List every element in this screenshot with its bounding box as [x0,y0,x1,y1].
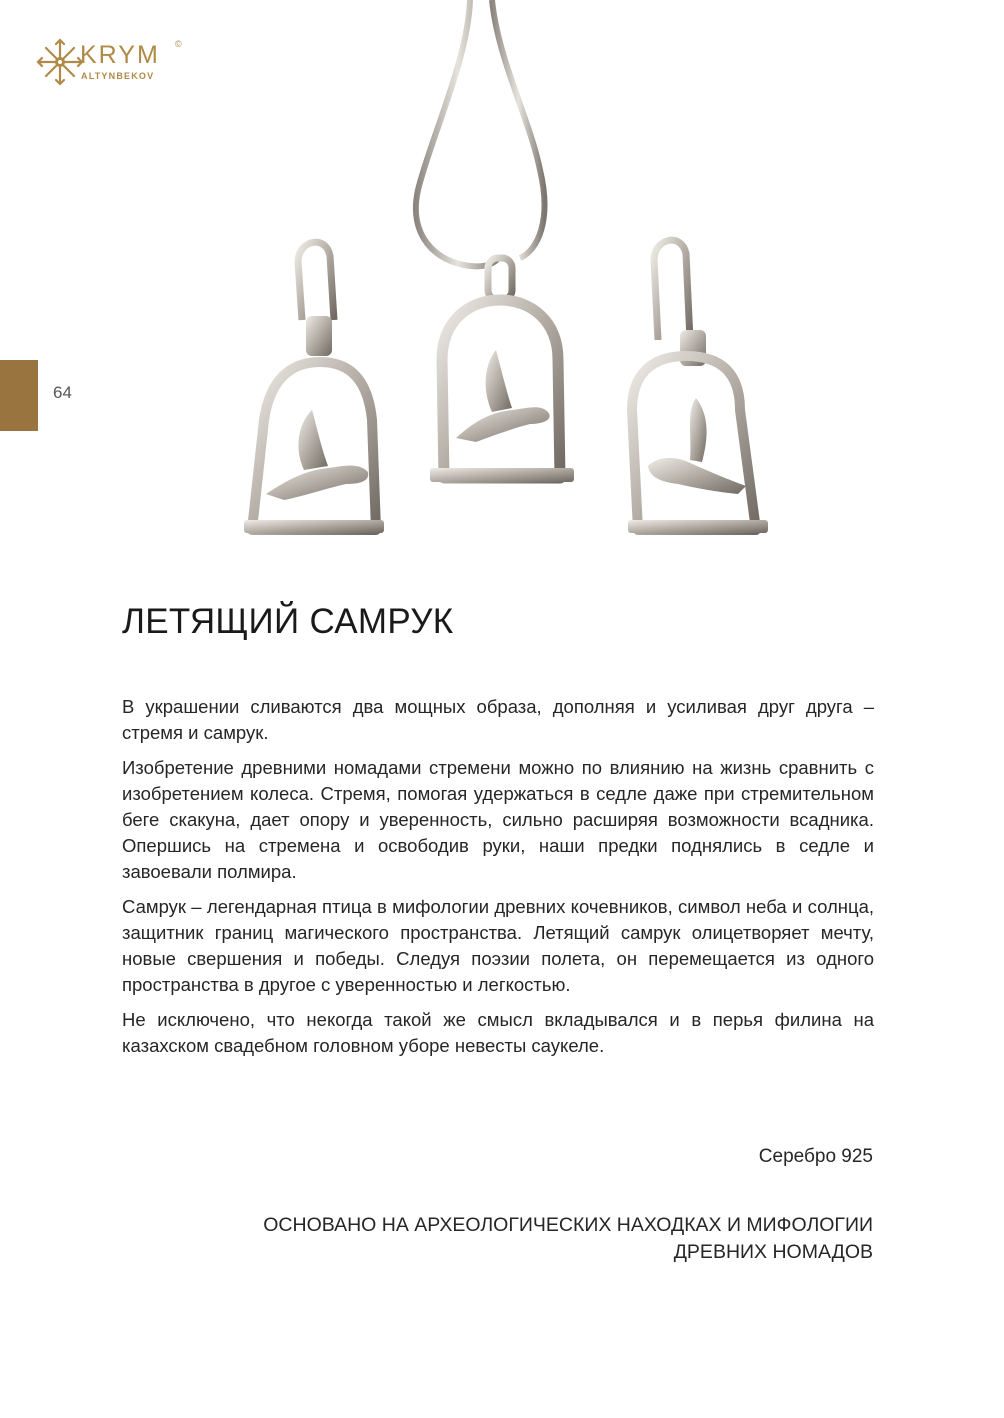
page-tab [0,360,38,431]
jewelry-set-photo [230,0,790,545]
article-body [122,694,874,1068]
brand-logo [36,38,196,94]
logo-subtitle: ALTYNBEKOV [81,71,155,81]
article-paragraph: В украшении сливаются два мощных образа, дополняя и усиливая друг друга – стремя и самрук. [122,696,874,743]
footer-note-line: ДРЕВНИХ НОМАДОВ [673,1241,873,1263]
article-paragraph: Не исключено, что некогда такой же смысл вкладывался и в перья филина на казахском свадебном головном уборе невесты саукеле. [122,1009,874,1056]
footer-note [173,1212,873,1266]
article-title: ЛЕТЯЩИЙ САМРУК [122,602,454,641]
article-paragraph: Самрук – легендарная птица в мифологии древних кочевников, символ неба и солнца, защитник границ магического пространства. Летящий самрук олицетворяет мечту, новые свершения и победы. Следуя поэзии полета, он перемещается из одного пространства в другое с уверенностью и легкостью. [122,896,874,995]
page-number: 64 [53,383,72,402]
footer-note-line: ОСНОВАНО НА АРХЕОЛОГИЧЕСКИХ НАХОДКАХ И МИФОЛОГИИ [263,1214,873,1236]
logo-wordmark: KRYM [80,41,160,69]
material-label: Серебро 925 [758,1146,873,1167]
article-paragraph: Изобретение древними номадами стремени можно по влиянию на жизнь сравнить с изобретением колеса. Стремя, помогая удержаться в седле даже при стремительном беге скакуна, дает опору и уверенность, сильно расширяя возможности всадника. Опершись на стремена и освободив руки, наши предки поднялись в седле и завоевали полмира. [122,757,874,882]
logo-registered-mark: © [175,39,182,49]
